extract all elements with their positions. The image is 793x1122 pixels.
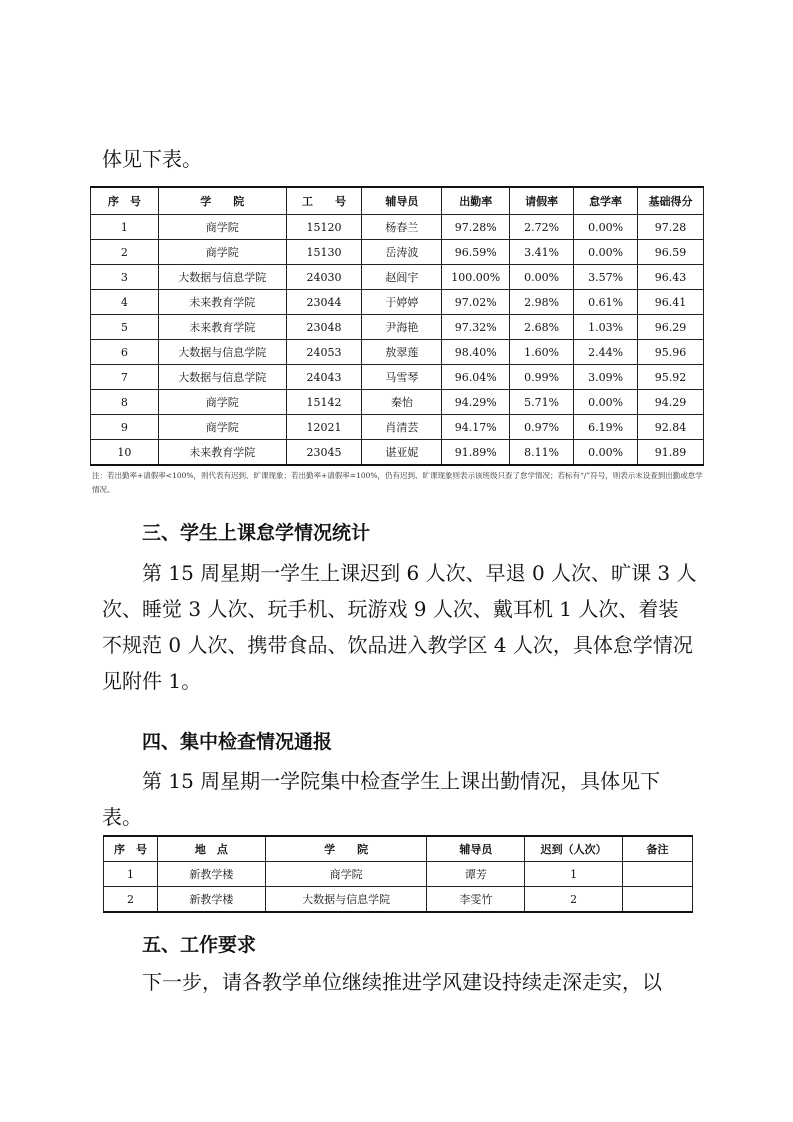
table-cell: 96.41 [638,290,704,315]
col-header: 基础得分 [638,187,704,215]
table-cell: 5 [91,315,159,340]
table-cell: 6.19% [574,415,638,440]
table-cell: 2.68% [510,315,574,340]
table-cell: 1.03% [574,315,638,340]
table-cell: 91.89 [638,440,704,466]
table-cell: 3 [91,265,159,290]
table-cell: 1 [91,215,159,240]
table-cell: 94.29% [442,390,510,415]
inspection-table [103,835,693,913]
table-cell: 100.00% [442,265,510,290]
table-cell: 2.98% [510,290,574,315]
table-cell: 15120 [286,215,362,240]
table-cell: 24053 [286,340,362,365]
col-header: 序 号 [104,836,158,862]
col-header: 怠学率 [574,187,638,215]
table-row [91,240,704,265]
table-cell: 0.00% [510,265,574,290]
table-cell: 大数据与信息学院 [158,265,286,290]
table-cell: 肖清芸 [362,415,442,440]
section4-heading: 四、集中检查情况通报 [142,731,333,753]
table-cell: 赵闾宇 [362,265,442,290]
table-row [91,340,704,365]
table-cell: 商学院 [158,390,286,415]
table-row [91,390,704,415]
table-row [91,365,704,390]
table-cell: 李雯竹 [427,887,525,913]
table-cell: 1 [525,862,623,887]
table-row [91,290,704,315]
table-cell [623,862,693,887]
table-cell: 0.00% [574,440,638,466]
table-cell: 9 [91,415,159,440]
table-cell: 杨春兰 [362,215,442,240]
table-cell: 大数据与信息学院 [265,887,427,913]
table-cell: 8 [91,390,159,415]
table-cell: 12021 [286,415,362,440]
table-cell: 0.00% [574,215,638,240]
table-note: 注：若出勤率+请假率<100%，则代表有迟到、旷课现象；若出勤率+请假率=100%，仍有迟到、旷课现象则表示该班级只查了怠学情况；若标有“/”符号，则表示未设查到出勤或怠学情况。 [92,471,703,494]
table-row [91,265,704,290]
col-header: 请假率 [510,187,574,215]
col-header: 地 点 [157,836,265,862]
col-header: 出勤率 [442,187,510,215]
col-header: 序 号 [91,187,159,215]
table-cell: 敖翠莲 [362,340,442,365]
table-cell: 96.59% [442,240,510,265]
table-cell: 97.28% [442,215,510,240]
table-cell: 谭芳 [427,862,525,887]
attendance-score-table [90,186,704,466]
table-row [104,887,693,913]
table-cell: 0.97% [510,415,574,440]
table-cell: 94.29 [638,390,704,415]
table-cell: 15130 [286,240,362,265]
table-cell: 91.89% [442,440,510,466]
table-row [91,215,704,240]
table-cell: 大数据与信息学院 [158,365,286,390]
table-cell: 94.17% [442,415,510,440]
table-cell: 2.72% [510,215,574,240]
table-cell: 2 [91,240,159,265]
table-cell: 0.00% [574,240,638,265]
table-cell: 96.29 [638,315,704,340]
table-cell: 3.57% [574,265,638,290]
table-row [91,440,704,466]
section5-body: 下一步，请各教学单位继续推进学风建设持续走深走实，以 [142,970,662,994]
table-cell: 97.28 [638,215,704,240]
table-cell: 97.32% [442,315,510,340]
table-cell: 商学院 [158,240,286,265]
table-cell: 3.09% [574,365,638,390]
table-cell: 96.43 [638,265,704,290]
table-cell: 新教学楼 [157,887,265,913]
table-cell: 3.41% [510,240,574,265]
section4-body: 第 15 周星期一学院集中检查学生上课出勤情况，具体见下表。 [102,769,661,829]
section3-body: 第 15 周星期一学生上课迟到 6 人次、早退 0 人次、旷课 3 人次、睡觉 3 人次、玩手机、玩游戏 9 人次、戴耳机 1 人次、着装不规范 0 人次、携带食品、饮品进入教学区 4 人次，具体怠学情况见附件 1。 [102,561,697,693]
table-cell: 秦怡 [362,390,442,415]
table-cell: 岳涛波 [362,240,442,265]
table-cell: 2 [104,887,158,913]
table-cell: 24030 [286,265,362,290]
table-cell: 尹海艳 [362,315,442,340]
col-header: 学 院 [158,187,286,215]
table-row [91,415,704,440]
section3-heading: 三、学生上课怠学情况统计 [142,522,371,544]
table-cell: 未来教育学院 [158,290,286,315]
col-header: 工 号 [286,187,362,215]
table-cell: 7 [91,365,159,390]
table-cell: 2 [525,887,623,913]
table-cell: 23044 [286,290,362,315]
col-header: 备注 [623,836,693,862]
table-cell: 商学院 [158,415,286,440]
table-cell: 1 [104,862,158,887]
table-cell: 10 [91,440,159,466]
table-cell: 95.92 [638,365,704,390]
table-cell: 0.61% [574,290,638,315]
table-cell: 92.84 [638,415,704,440]
table-cell: 97.02% [442,290,510,315]
table-cell: 96.59 [638,240,704,265]
table-cell: 1.60% [510,340,574,365]
table-cell: 0.99% [510,365,574,390]
table-cell: 大数据与信息学院 [158,340,286,365]
table-row [104,862,693,887]
intro-text: 体见下表。 [102,147,202,171]
table-cell: 98.40% [442,340,510,365]
table-cell: 0.00% [574,390,638,415]
table-header-row [104,836,693,862]
table-cell: 24043 [286,365,362,390]
table-header-row [91,187,704,215]
table-cell [623,887,693,913]
table-cell: 8.11% [510,440,574,466]
table-cell: 96.04% [442,365,510,390]
table-cell: 商学院 [158,215,286,240]
table-cell: 于婷婷 [362,290,442,315]
table-cell: 5.71% [510,390,574,415]
table-cell: 2.44% [574,340,638,365]
table-cell: 未来教育学院 [158,315,286,340]
table-cell: 谌亚妮 [362,440,442,466]
table-cell: 15142 [286,390,362,415]
table-cell: 未来教育学院 [158,440,286,466]
col-header: 学 院 [265,836,427,862]
table-cell: 6 [91,340,159,365]
table-cell: 95.96 [638,340,704,365]
table-cell: 马雪琴 [362,365,442,390]
section5-heading: 五、工作要求 [142,934,257,956]
table-cell: 商学院 [265,862,427,887]
table-cell: 23045 [286,440,362,466]
col-header: 辅导员 [362,187,442,215]
table-cell: 4 [91,290,159,315]
col-header: 辅导员 [427,836,525,862]
table-cell: 23048 [286,315,362,340]
table-row [91,315,704,340]
col-header: 迟到（人次） [525,836,623,862]
table-cell: 新教学楼 [157,862,265,887]
